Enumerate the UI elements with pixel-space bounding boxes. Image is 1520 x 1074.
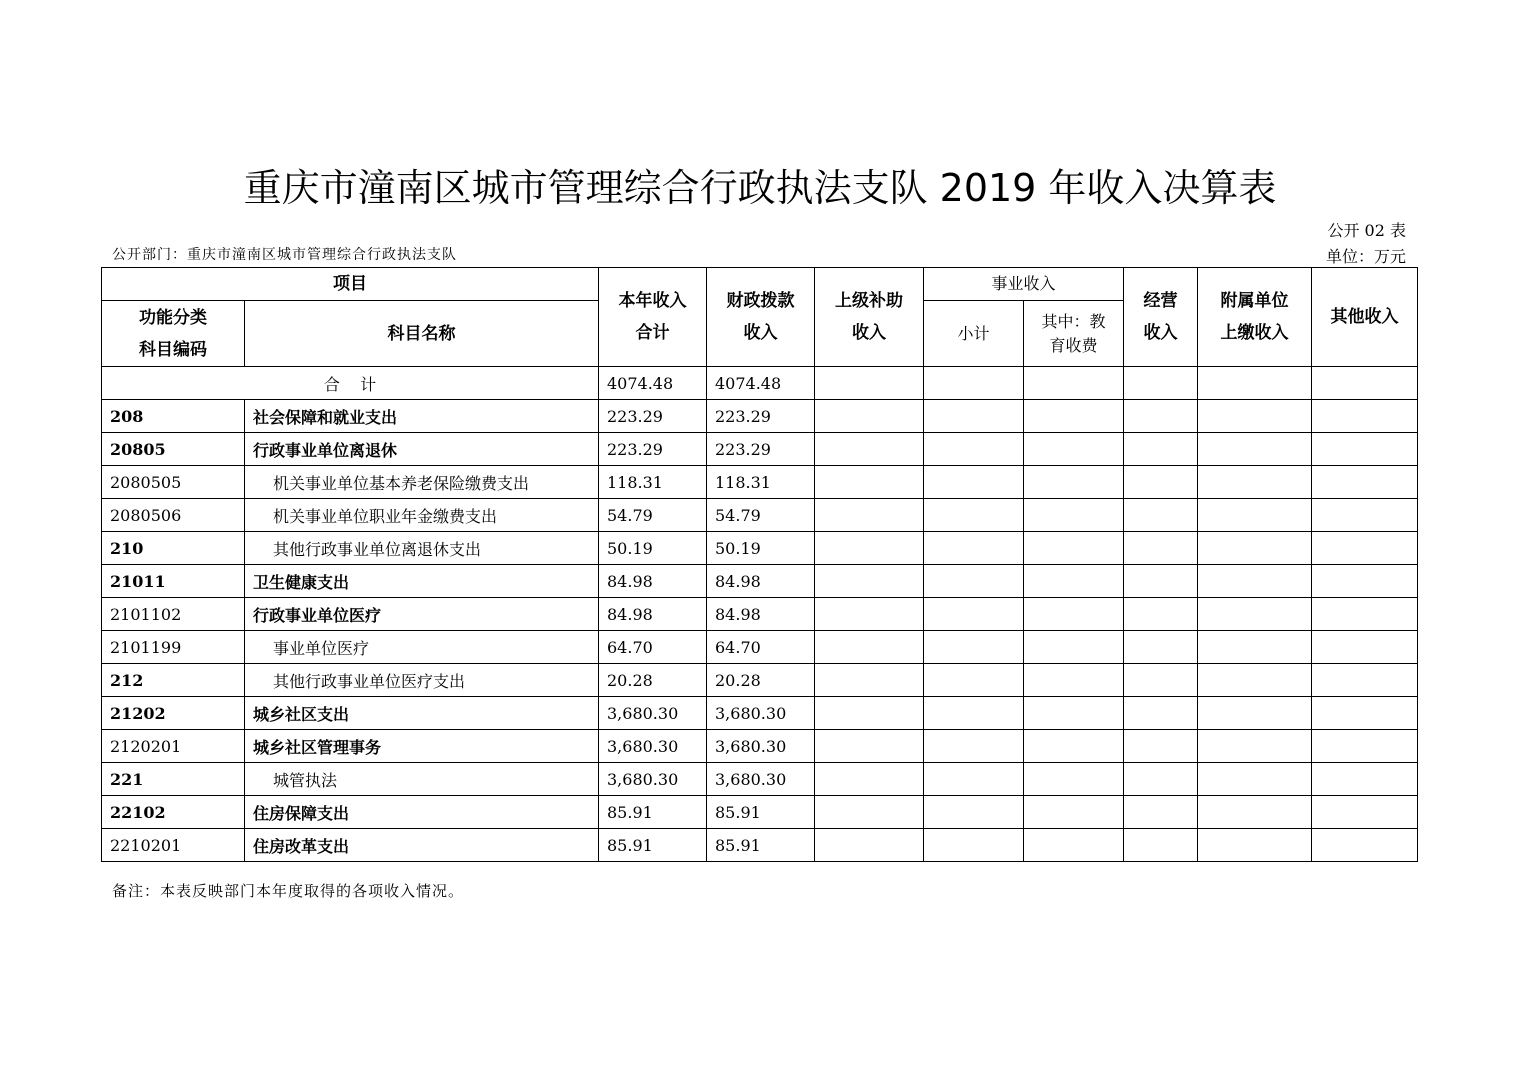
row-cell bbox=[1024, 499, 1124, 532]
row-cell bbox=[1198, 763, 1312, 796]
row-cell bbox=[1312, 499, 1418, 532]
row-cell bbox=[1198, 433, 1312, 466]
row-total: 84.98 bbox=[599, 598, 707, 631]
row-cell bbox=[1124, 433, 1198, 466]
row-name: 城管执法 bbox=[245, 763, 599, 796]
row-cell bbox=[1124, 565, 1198, 598]
row-cell bbox=[1024, 433, 1124, 466]
row-cell bbox=[1024, 532, 1124, 565]
row-cell bbox=[924, 466, 1024, 499]
row-cell bbox=[924, 697, 1024, 730]
row-name: 行政事业单位医疗 bbox=[245, 598, 599, 631]
row-cell bbox=[1124, 763, 1198, 796]
table-row bbox=[102, 532, 1418, 565]
row-cell bbox=[924, 730, 1024, 763]
row-cell bbox=[1312, 532, 1418, 565]
row-cell bbox=[1024, 697, 1124, 730]
row-cell bbox=[815, 697, 924, 730]
row-cell bbox=[1312, 697, 1418, 730]
row-cell bbox=[924, 433, 1024, 466]
row-cell bbox=[1124, 697, 1198, 730]
row-name: 住房改革支出 bbox=[245, 829, 599, 862]
total-label: 合 计 bbox=[102, 367, 599, 400]
total-edu bbox=[1024, 367, 1124, 400]
header-name: 科目名称 bbox=[245, 301, 599, 367]
row-cell bbox=[924, 565, 1024, 598]
row-cell bbox=[1198, 532, 1312, 565]
table-row bbox=[102, 763, 1418, 796]
row-cell bbox=[1312, 433, 1418, 466]
row-cell bbox=[815, 400, 924, 433]
row-code: 21202 bbox=[102, 697, 245, 730]
row-cell bbox=[1198, 400, 1312, 433]
row-cell bbox=[924, 763, 1024, 796]
row-total: 54.79 bbox=[599, 499, 707, 532]
row-code: 2101102 bbox=[102, 598, 245, 631]
row-cell bbox=[1198, 499, 1312, 532]
header-operating: 经营 收入 bbox=[1124, 268, 1198, 367]
row-code: 21011 bbox=[102, 565, 245, 598]
row-cell bbox=[815, 631, 924, 664]
row-cell bbox=[1312, 664, 1418, 697]
row-fiscal: 84.98 bbox=[707, 598, 815, 631]
table-row bbox=[102, 598, 1418, 631]
row-cell bbox=[1312, 466, 1418, 499]
row-cell bbox=[815, 499, 924, 532]
page-title: 重庆市潼南区城市管理综合行政执法支队 2019 年收入决算表 bbox=[243, 166, 1277, 210]
total-business-subtotal bbox=[924, 367, 1024, 400]
department-label: 公开部门：重庆市潼南区城市管理综合行政执法支队 bbox=[112, 247, 457, 263]
row-cell bbox=[1124, 796, 1198, 829]
table-row bbox=[102, 631, 1418, 664]
row-cell bbox=[1024, 796, 1124, 829]
row-cell bbox=[1312, 829, 1418, 862]
header-code: 功能分类 科目编码 bbox=[102, 301, 245, 367]
row-code: 210 bbox=[102, 532, 245, 565]
row-cell bbox=[924, 664, 1024, 697]
row-cell bbox=[1198, 466, 1312, 499]
row-name: 行政事业单位离退休 bbox=[245, 433, 599, 466]
table-row bbox=[102, 466, 1418, 499]
row-code: 22102 bbox=[102, 796, 245, 829]
header-total: 本年收入 合计 bbox=[599, 268, 707, 367]
row-cell bbox=[924, 631, 1024, 664]
row-cell bbox=[1312, 730, 1418, 763]
row-name: 其他行政事业单位离退休支出 bbox=[245, 532, 599, 565]
row-cell bbox=[1124, 466, 1198, 499]
row-fiscal: 3,680.30 bbox=[707, 730, 815, 763]
row-cell bbox=[924, 499, 1024, 532]
row-cell bbox=[1024, 631, 1124, 664]
row-cell bbox=[815, 433, 924, 466]
row-cell bbox=[1124, 532, 1198, 565]
row-cell bbox=[1124, 829, 1198, 862]
row-name: 城乡社区管理事务 bbox=[245, 730, 599, 763]
row-cell bbox=[1198, 565, 1312, 598]
row-code: 208 bbox=[102, 400, 245, 433]
row-total: 3,680.30 bbox=[599, 763, 707, 796]
row-cell bbox=[924, 796, 1024, 829]
row-fiscal: 3,680.30 bbox=[707, 763, 815, 796]
row-code: 2101199 bbox=[102, 631, 245, 664]
row-cell bbox=[1198, 697, 1312, 730]
row-fiscal: 20.28 bbox=[707, 664, 815, 697]
total-operating bbox=[1124, 367, 1198, 400]
row-cell bbox=[1024, 598, 1124, 631]
row-cell bbox=[815, 664, 924, 697]
total-superior bbox=[815, 367, 924, 400]
row-name: 住房保障支出 bbox=[245, 796, 599, 829]
income-table bbox=[101, 267, 1418, 862]
row-cell bbox=[1124, 664, 1198, 697]
table-row bbox=[102, 829, 1418, 862]
row-name: 机关事业单位基本养老保险缴费支出 bbox=[245, 466, 599, 499]
row-fiscal: 64.70 bbox=[707, 631, 815, 664]
row-total: 223.29 bbox=[599, 400, 707, 433]
table-row bbox=[102, 664, 1418, 697]
footnote: 备注：本表反映部门本年度取得的各项收入情况。 bbox=[112, 882, 465, 900]
row-cell bbox=[1312, 565, 1418, 598]
row-fiscal: 85.91 bbox=[707, 829, 815, 862]
row-cell bbox=[924, 829, 1024, 862]
row-fiscal: 84.98 bbox=[707, 565, 815, 598]
row-cell bbox=[1024, 664, 1124, 697]
row-code: 221 bbox=[102, 763, 245, 796]
row-name: 社会保障和就业支出 bbox=[245, 400, 599, 433]
row-total: 118.31 bbox=[599, 466, 707, 499]
row-total: 85.91 bbox=[599, 796, 707, 829]
row-cell bbox=[1024, 763, 1124, 796]
row-cell bbox=[1024, 400, 1124, 433]
row-cell bbox=[815, 565, 924, 598]
row-total: 85.91 bbox=[599, 829, 707, 862]
row-cell bbox=[1024, 565, 1124, 598]
header-fiscal: 财政拨款 收入 bbox=[707, 268, 815, 367]
row-total: 3,680.30 bbox=[599, 730, 707, 763]
row-cell bbox=[1124, 400, 1198, 433]
row-cell bbox=[1024, 466, 1124, 499]
row-cell bbox=[1024, 829, 1124, 862]
row-cell bbox=[924, 598, 1024, 631]
row-cell bbox=[1198, 730, 1312, 763]
header-business: 事业收入 bbox=[924, 268, 1124, 301]
total-affiliated bbox=[1198, 367, 1312, 400]
table-row bbox=[102, 796, 1418, 829]
row-cell bbox=[1124, 730, 1198, 763]
table-row bbox=[102, 499, 1418, 532]
table-row bbox=[102, 400, 1418, 433]
row-code: 212 bbox=[102, 664, 245, 697]
row-cell bbox=[815, 532, 924, 565]
row-code: 2080505 bbox=[102, 466, 245, 499]
row-cell bbox=[1312, 796, 1418, 829]
row-cell bbox=[924, 532, 1024, 565]
row-cell bbox=[1124, 598, 1198, 631]
row-name: 城乡社区支出 bbox=[245, 697, 599, 730]
row-cell bbox=[815, 763, 924, 796]
row-code: 2080506 bbox=[102, 499, 245, 532]
row-name: 机关事业单位职业年金缴费支出 bbox=[245, 499, 599, 532]
row-code: 2120201 bbox=[102, 730, 245, 763]
total-other bbox=[1312, 367, 1418, 400]
row-name: 卫生健康支出 bbox=[245, 565, 599, 598]
row-total: 20.28 bbox=[599, 664, 707, 697]
row-total: 84.98 bbox=[599, 565, 707, 598]
table-number: 公开 02 表 bbox=[1327, 221, 1406, 240]
row-total: 50.19 bbox=[599, 532, 707, 565]
row-cell bbox=[1024, 730, 1124, 763]
row-cell bbox=[1198, 829, 1312, 862]
row-fiscal: 3,680.30 bbox=[707, 697, 815, 730]
header-other: 其他收入 bbox=[1312, 268, 1418, 367]
header-edu: 其中：教 育收费 bbox=[1024, 301, 1124, 367]
row-cell bbox=[1124, 631, 1198, 664]
row-cell bbox=[1312, 598, 1418, 631]
table-row bbox=[102, 730, 1418, 763]
row-name: 事业单位医疗 bbox=[245, 631, 599, 664]
header-superior: 上级补助 收入 bbox=[815, 268, 924, 367]
row-cell bbox=[1198, 631, 1312, 664]
row-name: 其他行政事业单位医疗支出 bbox=[245, 664, 599, 697]
unit-label: 单位：万元 bbox=[1325, 247, 1406, 266]
row-cell bbox=[1198, 664, 1312, 697]
row-cell bbox=[1198, 796, 1312, 829]
row-cell bbox=[815, 598, 924, 631]
row-fiscal: 50.19 bbox=[707, 532, 815, 565]
row-cell bbox=[1312, 400, 1418, 433]
row-fiscal: 85.91 bbox=[707, 796, 815, 829]
row-fiscal: 223.29 bbox=[707, 400, 815, 433]
row-cell bbox=[815, 466, 924, 499]
header-item: 项目 bbox=[102, 268, 599, 301]
table-row bbox=[102, 433, 1418, 466]
row-code: 2210201 bbox=[102, 829, 245, 862]
total-amount: 4074.48 bbox=[599, 367, 707, 400]
row-fiscal: 118.31 bbox=[707, 466, 815, 499]
row-cell bbox=[1312, 763, 1418, 796]
row-fiscal: 223.29 bbox=[707, 433, 815, 466]
row-cell bbox=[1198, 598, 1312, 631]
row-cell bbox=[815, 730, 924, 763]
row-total: 64.70 bbox=[599, 631, 707, 664]
row-cell bbox=[1312, 631, 1418, 664]
total-fiscal: 4074.48 bbox=[707, 367, 815, 400]
row-cell bbox=[924, 400, 1024, 433]
table-row bbox=[102, 565, 1418, 598]
row-fiscal: 54.79 bbox=[707, 499, 815, 532]
row-total: 223.29 bbox=[599, 433, 707, 466]
table-row bbox=[102, 697, 1418, 730]
row-code: 20805 bbox=[102, 433, 245, 466]
row-cell bbox=[815, 829, 924, 862]
header-subtotal: 小计 bbox=[924, 301, 1024, 367]
row-cell bbox=[1124, 499, 1198, 532]
row-total: 3,680.30 bbox=[599, 697, 707, 730]
row-cell bbox=[815, 796, 924, 829]
header-affiliated: 附属单位 上缴收入 bbox=[1198, 268, 1312, 367]
